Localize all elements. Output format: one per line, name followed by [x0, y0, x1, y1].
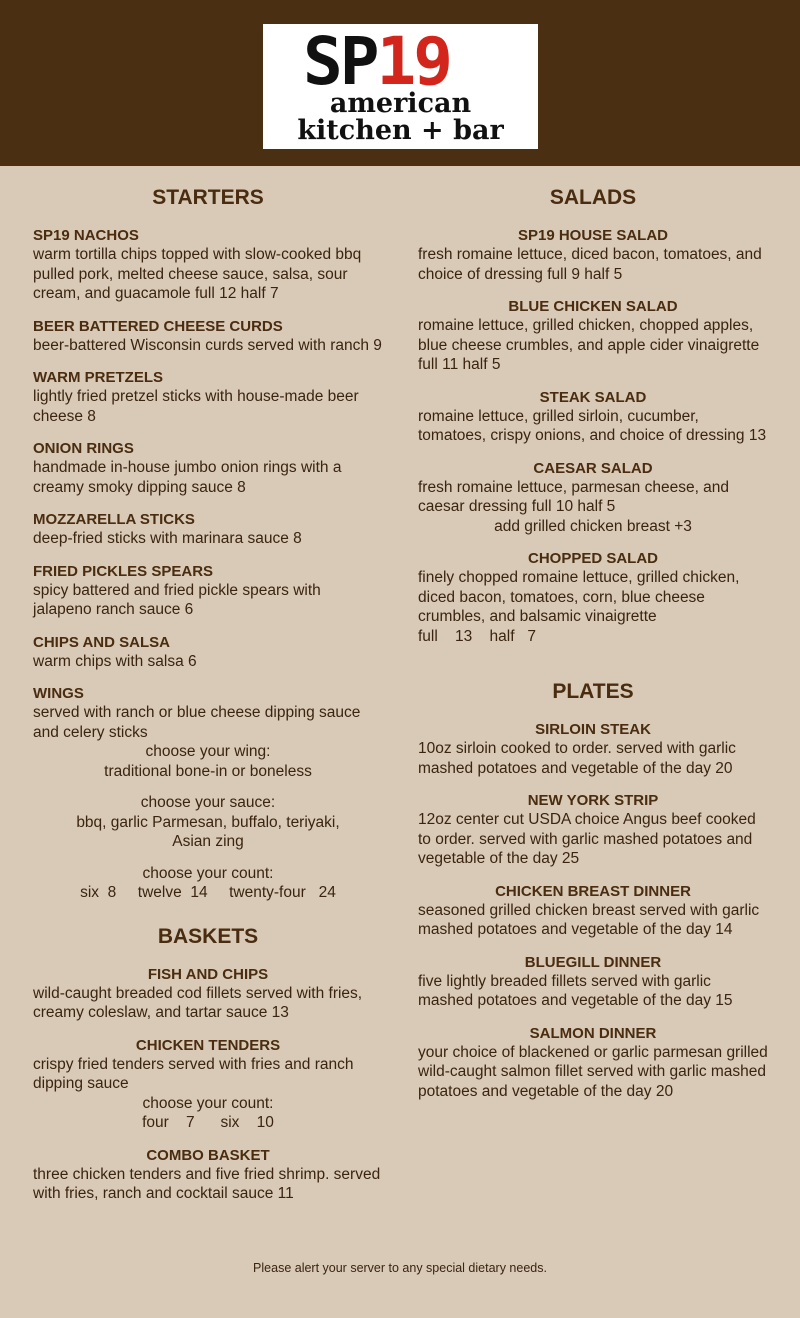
- menu-item: [418, 953, 768, 1011]
- item-description: crispy fried tenders served with fries and ranch dipping sauce: [33, 1055, 354, 1092]
- item-name: WARM PRETZELS: [33, 369, 163, 386]
- menu-item: [418, 226, 768, 284]
- item-name: CHOPPED SALAD: [527, 550, 658, 567]
- item-name: NEW YORK STRIP: [527, 792, 659, 809]
- sauce-choice-options: bbq, garlic Parmesan, buffalo, teriyaki,: [76, 813, 340, 831]
- menu-item: [33, 1036, 383, 1133]
- menu-item: [418, 549, 768, 646]
- item-description: handmade in-house jumbo onion rings with a creamy smoky dipping sauce 8: [33, 459, 342, 496]
- menu-item: [33, 368, 383, 426]
- item-description: seasoned grilled chicken breast served with garlic mashed potatoes and vegetable of the day 14: [418, 901, 760, 938]
- item-description: warm chips with salsa 6: [33, 652, 197, 670]
- header-banner: [0, 0, 800, 166]
- item-name: SIRLOIN STEAK: [535, 721, 651, 738]
- menu-item: [33, 965, 383, 1023]
- left-column: [33, 180, 383, 1217]
- item-name: WINGS: [33, 685, 84, 702]
- item-name: STEAK SALAD: [539, 388, 647, 406]
- count-choice-label: choose your count:: [142, 1094, 274, 1112]
- menu-item: [418, 388, 768, 446]
- menu-item: [33, 1146, 383, 1204]
- item-description: fresh romaine lettuce, diced bacon, tomatoes, and choice of dressing full 9 half 5: [418, 246, 762, 283]
- item-name: SALMON DINNER: [529, 1024, 657, 1042]
- menu-item: [33, 317, 383, 356]
- restaurant-logo: [263, 24, 538, 149]
- menu-item: [418, 1024, 768, 1102]
- item-name: CAESAR SALAD: [533, 459, 653, 477]
- wing-choice-options: traditional bone-in or boneless: [104, 762, 312, 780]
- item-name: CHIPS AND SALSA: [33, 633, 170, 651]
- count-choice-label: choose your count:: [142, 864, 274, 882]
- item-name: SP19 NACHOS: [33, 227, 139, 244]
- menu-item: [418, 720, 768, 778]
- menu-item: [33, 226, 383, 304]
- item-description: served with ranch or blue cheese dipping sauce and celery sticks: [33, 704, 361, 741]
- dietary-note: Please alert your server to any special dietary needs.: [253, 1261, 547, 1275]
- item-name: ONION RINGS: [33, 440, 134, 457]
- item-description: three chicken tenders and five fried shrimp. served with fries, ranch and cocktail sauce 11: [33, 1165, 381, 1202]
- item-addon: add grilled chicken breast +3: [494, 517, 692, 535]
- item-name: SP19 HOUSE SALAD: [517, 227, 669, 244]
- menu-item: [33, 439, 383, 497]
- item-description: romaine lettuce, grilled chicken, chopped apples, blue cheese crumbles, and apple cider vinaigrette full 11 half 5: [418, 317, 760, 373]
- menu-item: [33, 633, 383, 672]
- section-title-plates: PLATES: [552, 680, 634, 703]
- item-description: lightly fried pretzel sticks with house-made beer cheese 8: [33, 388, 359, 425]
- menu-item: [418, 791, 768, 869]
- item-description: 10oz sirloin cooked to order. served with garlic mashed potatoes and vegetable of the day 20: [418, 740, 736, 777]
- item-description: fresh romaine lettuce, parmesan cheese, and caesar dressing full 10 half 5: [418, 478, 730, 515]
- item-name: BLUEGILL DINNER: [524, 953, 662, 971]
- item-description: warm tortilla chips topped with slow-cooked bbq pulled pork, melted cheese sauce, salsa, sour cream, and guacamole full 12 half 7: [33, 246, 362, 302]
- count-choice-options: four 7 six 10: [142, 1114, 274, 1131]
- item-name: FRIED PICKLES SPEARS: [33, 562, 214, 580]
- menu-item: [418, 459, 768, 537]
- section-title-baskets: BASKETS: [157, 924, 259, 948]
- item-name: COMBO BASKET: [146, 1146, 270, 1164]
- wing-choice-label: choose your wing:: [145, 743, 271, 760]
- item-name: CHICKEN BREAST DINNER: [495, 882, 691, 900]
- sauce-choice-label: choose your sauce:: [140, 794, 276, 811]
- item-name: CHICKEN TENDERS: [135, 1036, 281, 1054]
- right-column: [418, 180, 768, 1114]
- sauce-choice-options-cont: Asian zing: [172, 833, 244, 850]
- item-description: spicy battered and fried pickle spears with jalapeno ranch sauce 6: [33, 581, 321, 618]
- item-name: FISH AND CHIPS: [147, 965, 269, 983]
- item-price: full 13 half 7: [418, 627, 537, 645]
- logo-tagline-1: american: [329, 88, 472, 119]
- item-description: your choice of blackened or garlic parmesan grilled wild-caught salmon fillet served with garlic mashed potatoes and vegetable of the day 20: [418, 1043, 768, 1100]
- menu-item: [418, 882, 768, 940]
- logo-wordmark: SP19: [303, 23, 450, 100]
- section-title-salads: SALADS: [549, 186, 637, 209]
- item-description: five lightly breaded fillets served with garlic mashed potatoes and vegetable of the day 15: [418, 972, 733, 1009]
- item-name: BEER BATTERED CHEESE CURDS: [33, 317, 283, 335]
- logo-tagline-2: kitchen + bar: [297, 115, 504, 146]
- item-description: finely chopped romaine lettuce, grilled chicken, diced bacon, tomatoes, corn, blue cheese crumbles, and balsamic vinaigrette: [418, 569, 740, 625]
- item-name: BLUE CHICKEN SALAD: [508, 298, 678, 315]
- menu-item: [418, 297, 768, 375]
- section-title-starters: STARTERS: [152, 186, 264, 209]
- item-name: MOZZARELLA STICKS: [33, 511, 195, 528]
- item-description: romaine lettuce, grilled sirloin, cucumber, tomatoes, crispy onions, and choice of dressing 13: [418, 407, 767, 444]
- item-description: wild-caught breaded cod fillets served with fries, creamy coleslaw, and tartar sauce 13: [33, 984, 363, 1021]
- menu-item: [33, 510, 383, 549]
- item-description: deep-fried sticks with marinara sauce 8: [33, 530, 302, 547]
- menu-item-wings: [33, 684, 383, 903]
- count-choice-options: six 8 twelve 14 twenty-four 24: [80, 884, 336, 901]
- item-description: beer-battered Wisconsin curds served with ranch 9: [33, 336, 382, 354]
- menu-item: [33, 562, 383, 620]
- item-description: 12oz center cut USDA choice Angus beef cooked to order. served with garlic mashed potatoes and vegetable of the day 25: [418, 811, 756, 867]
